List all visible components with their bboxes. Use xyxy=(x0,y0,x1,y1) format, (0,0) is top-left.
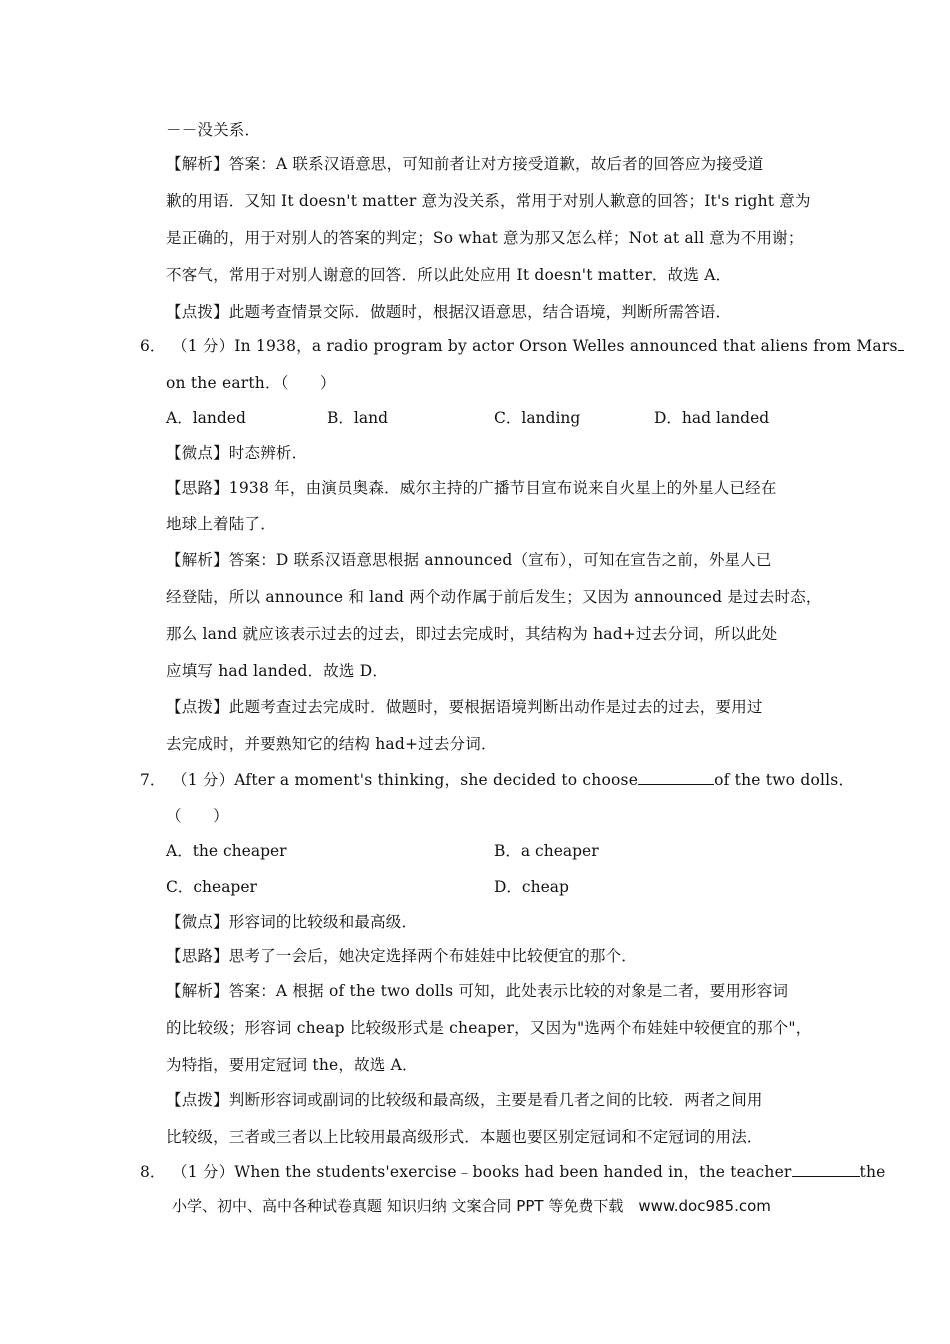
question-stem-text: （1 分）In 1938，a radio program by actor Orson Welles announced that aliens from Mars xyxy=(172,337,898,355)
thought-line: 【思路】思考了一会后，她决定选择两个布娃娃中比较便宜的那个． xyxy=(166,947,638,965)
question-stem: on the earth．（ ） xyxy=(166,374,336,392)
option-d: D．had landed xyxy=(654,409,770,427)
analysis-line: 歉的用语．又知 It doesn't matter 意为没关系，常用于对别人歉意的回答；It's right 意为 xyxy=(166,192,811,210)
analysis-line: 【解析】答案：D 联系汉语意思根据 announced（宣布），可知在宣告之前，外星人已 xyxy=(166,551,772,569)
tip-line: 比较级，三者或三者以上比较用最高级形式．本题也要区别定冠词和不定冠词的用法． xyxy=(166,1128,763,1146)
analysis-line: 为特指，要用定冠词 the，故选 A． xyxy=(166,1056,418,1074)
question-stem-text: of the two dolls． xyxy=(714,771,855,789)
text-line: －－没关系． xyxy=(166,121,261,139)
question-stem-text: the xyxy=(859,1163,886,1181)
option-a: A．landed xyxy=(166,409,246,427)
thought-line: 【思路】1938 年，由演员奥森．威尔主持的广播节目宣布说来自火星上的外星人已经在 xyxy=(166,479,777,497)
option-b: B．land xyxy=(327,409,388,427)
analysis-line: 不客气，常用于对别人谢意的回答．所以此处应用 It doesn't matter．故选 A． xyxy=(166,266,732,284)
option-b: B．a cheaper xyxy=(494,842,599,860)
question-stem-text: （1 分）When the students'exercise﹣books had been handed in，the teacher xyxy=(172,1163,792,1181)
tip-line: 【点拨】此题考查情景交际．做题时，根据汉语意思，结合语境，判断所需答语． xyxy=(166,303,732,321)
option-c: C．cheaper xyxy=(166,878,257,896)
option-c: C．landing xyxy=(494,409,581,427)
answer-blank xyxy=(638,770,714,785)
analysis-line: 经登陆，所以 announce 和 land 两个动作属于前后发生；又因为 announced 是过去时态， xyxy=(166,588,822,606)
tip-line: 【点拨】此题考查过去完成时．做题时，要根据语境判断出动作是过去的过去，要用过 xyxy=(166,698,763,716)
answer-paren: （ ） xyxy=(166,807,229,825)
thought-line: 地球上着陆了． xyxy=(166,515,276,533)
analysis-line: 的比较级；形容词 cheap 比较级形式是 cheaper，又因为"选两个布娃娃中较便宜的那个"， xyxy=(166,1019,812,1037)
analysis-line: 【解析】答案：A 联系汉语意思，可知前者让对方接受道歉，故后者的回答应为接受道 xyxy=(166,155,764,173)
question-stem-text: （1 分）After a moment's thinking，she decided to choose xyxy=(172,771,639,789)
question-number: 6． xyxy=(140,337,166,355)
question-stem xyxy=(172,336,904,356)
option-d: D．cheap xyxy=(494,878,569,896)
answer-blank xyxy=(792,1162,860,1177)
question-number: 7． xyxy=(140,771,166,789)
analysis-line: 【解析】答案：A 根据 of the two dolls 可知，此处表示比较的对象是二者，要用形容词 xyxy=(166,982,789,1000)
analysis-line: 是正确的，用于对别人的答案的判定；So what 意为那又怎么样；Not at all 意为不用谢； xyxy=(166,229,804,247)
point-line: 【微点】形容词的比较级和最高级． xyxy=(166,913,418,931)
tip-line: 去完成时，并要熟知它的结构 had+过去分词． xyxy=(166,735,497,753)
tip-line: 【点拨】判断形容词或副词的比较级和最高级，主要是看几者之间的比较．两者之间用 xyxy=(166,1091,763,1109)
question-stem xyxy=(172,1162,886,1182)
analysis-line: 那么 land 就应该表示过去的过去，即过去完成时，其结构为 had+过去分词，所以此处 xyxy=(166,625,778,643)
analysis-line: 应填写 had landed．故选 D． xyxy=(166,662,389,680)
question-number: 8． xyxy=(140,1163,166,1181)
answer-blank xyxy=(898,336,904,351)
point-line: 【微点】时态辨析． xyxy=(166,444,308,462)
option-a: A．the cheaper xyxy=(166,842,287,860)
question-stem xyxy=(172,770,854,790)
page-footer: 小学、初中、高中各种试卷真题 知识归纳 文案合同 PPT 等免费下载 www.doc985.com xyxy=(172,1197,771,1215)
